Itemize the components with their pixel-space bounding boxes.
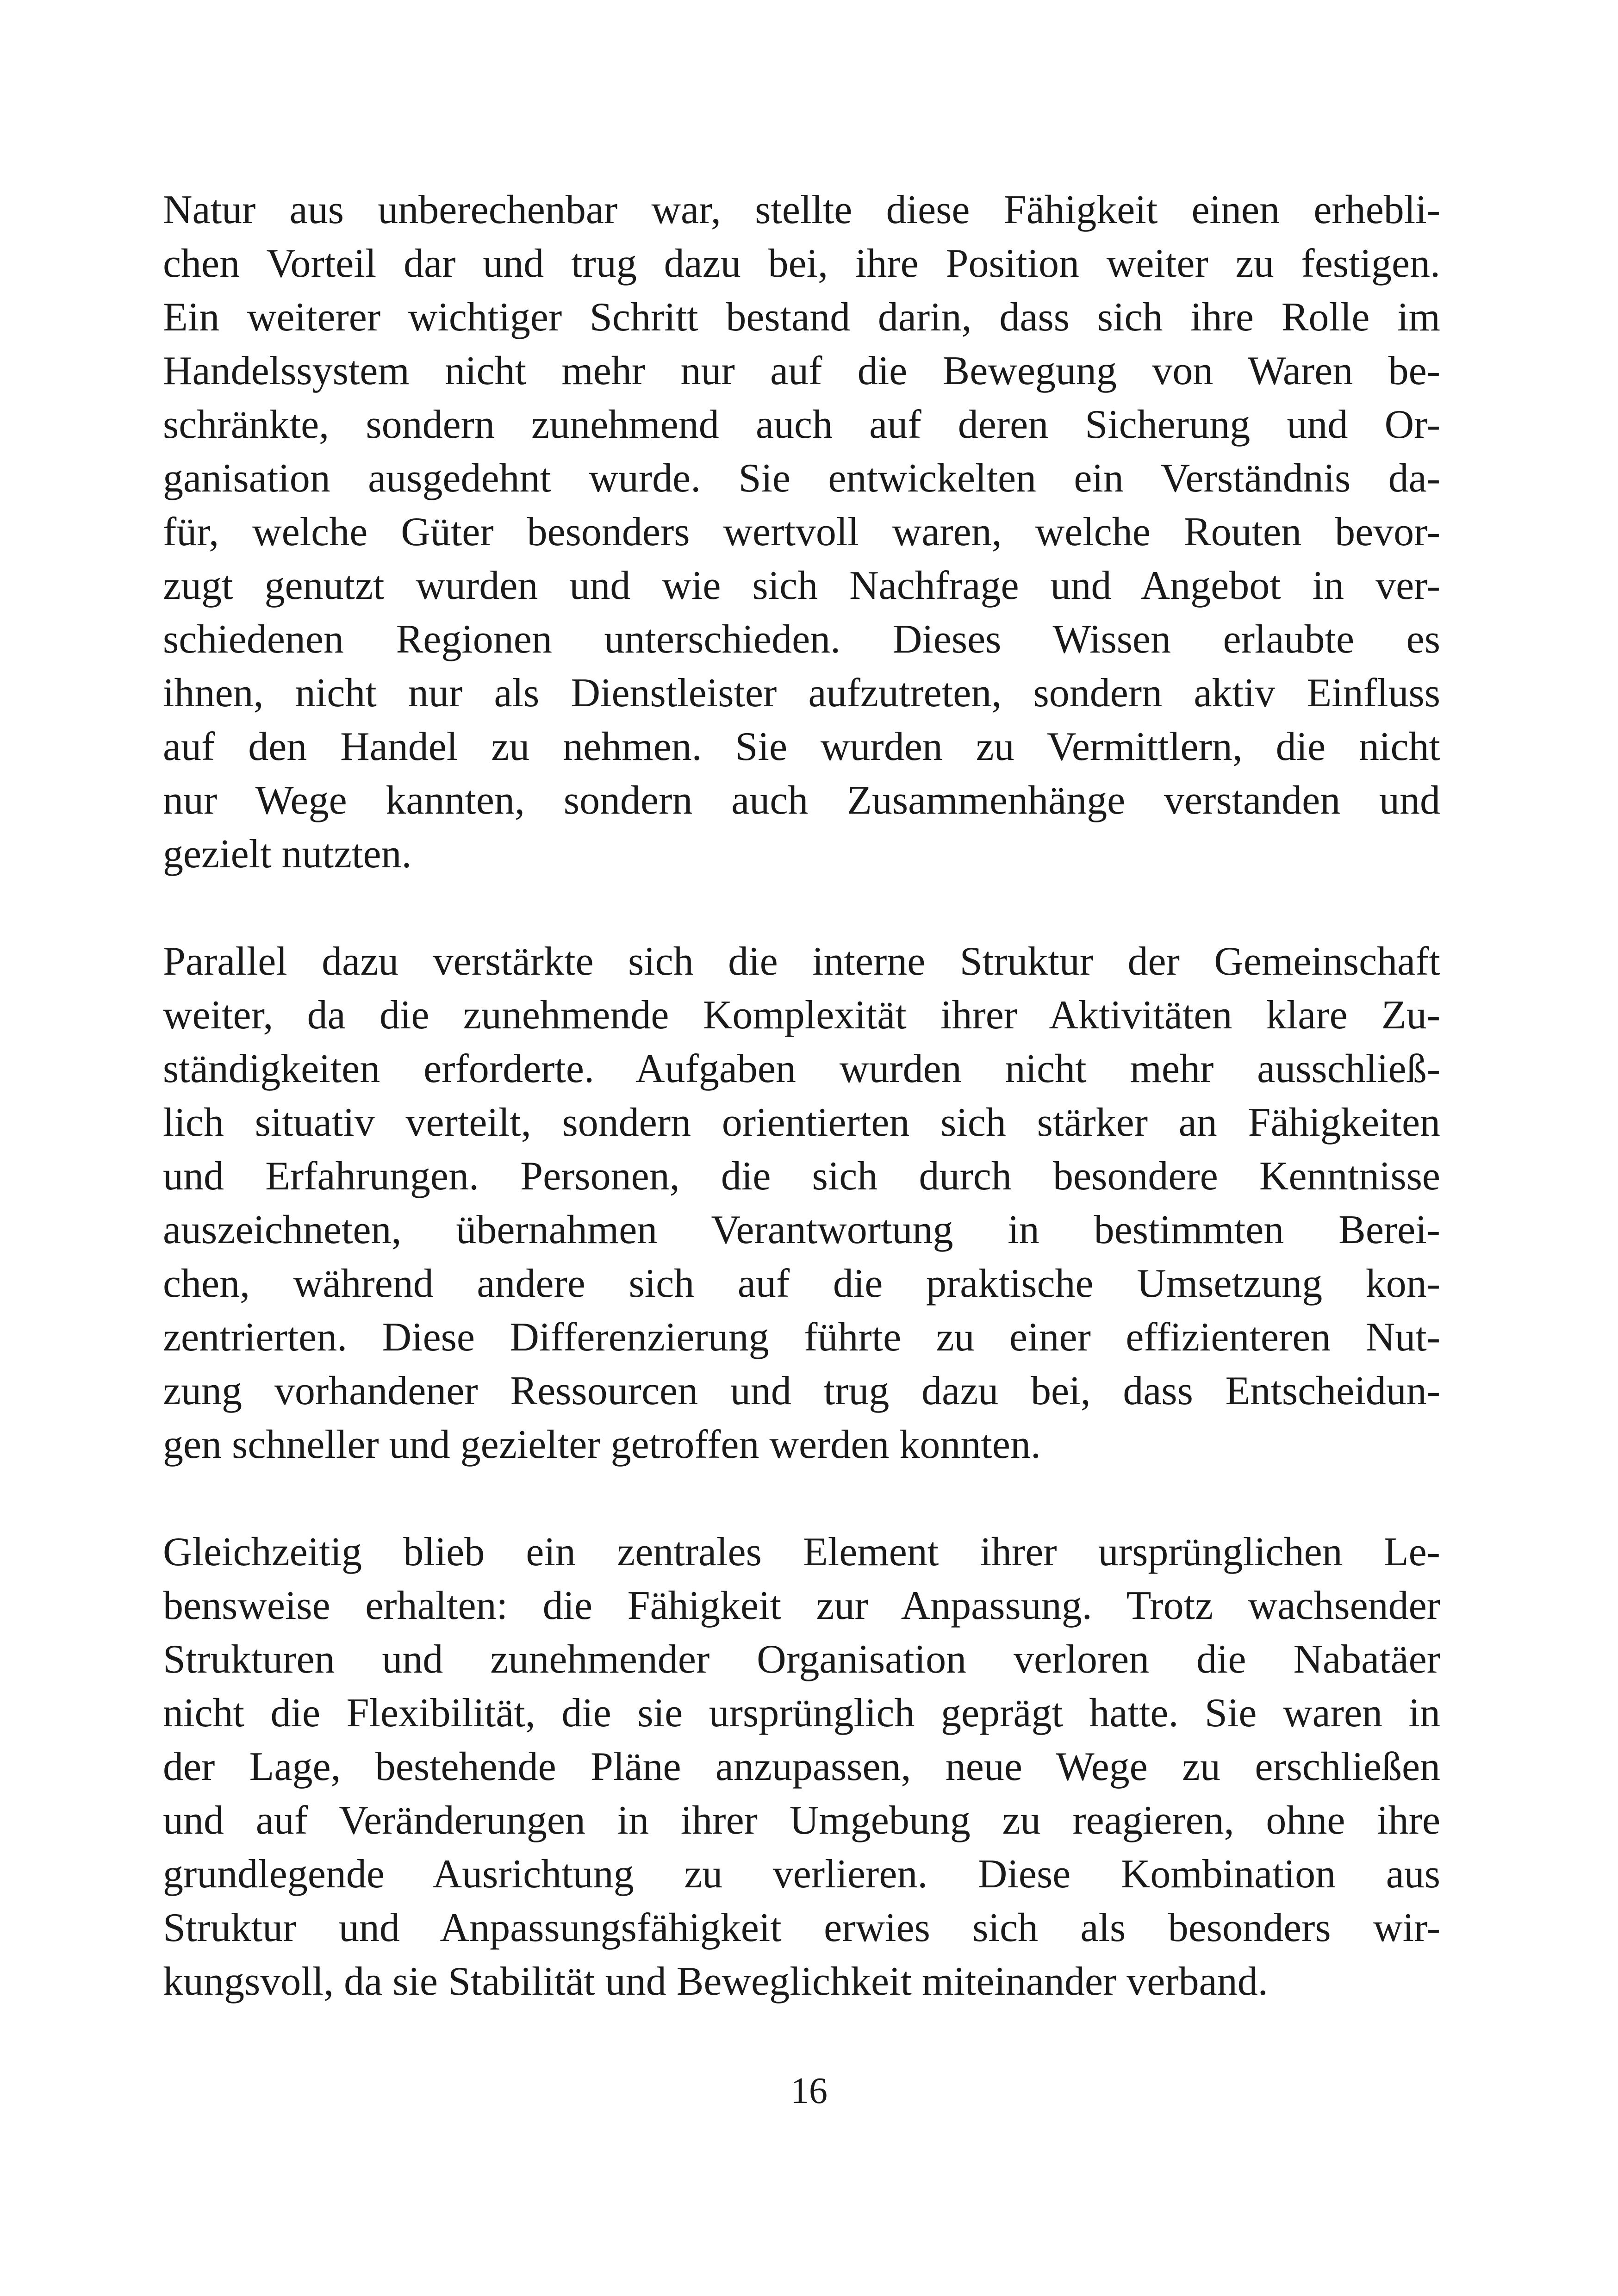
- text-line: auszeichneten, übernahmen Verantwortung in bestimmten Berei-: [163, 1207, 1440, 1252]
- text-line: gezielt nutzten.: [163, 832, 412, 877]
- text-line: ganisation ausgedehnt wurde. Sie entwickelten ein Verständnis da-: [163, 456, 1440, 501]
- text-line: ständigkeiten erforderte. Aufgaben wurden nicht mehr ausschließ-: [163, 1046, 1440, 1091]
- text-line: zung vorhandener Ressourcen und trug dazu bei, dass Entscheidun-: [163, 1369, 1440, 1413]
- text-line: Parallel dazu verstärkte sich die interne Struktur der Gemeinschaft: [163, 939, 1440, 984]
- text-line: Ein weiterer wichtiger Schritt bestand darin, dass sich ihre Rolle im: [163, 295, 1440, 340]
- text-line: Gleichzeitig blieb ein zentrales Element ihrer ursprünglichen Le-: [163, 1530, 1440, 1574]
- text-line: Handelssystem nicht mehr nur auf die Bewegung von Waren be-: [163, 348, 1440, 393]
- text-line: zugt genutzt wurden und wie sich Nachfrage und Angebot in ver-: [163, 563, 1440, 608]
- text-line: und auf Veränderungen in ihrer Umgebung zu reagieren, ohne ihre: [163, 1798, 1440, 1843]
- paragraph-1: [163, 183, 1440, 881]
- text-line: und Erfahrungen. Personen, die sich durch besondere Kenntnisse: [163, 1154, 1440, 1199]
- text-line: schiedenen Regionen unterschieden. Dieses Wissen erlaubte es: [163, 617, 1440, 662]
- text-line: gen schneller und gezielter getroffen werden konnten.: [163, 1422, 1041, 1467]
- text-line: Natur aus unberechenbar war, stellte diese Fähigkeit einen erhebli-: [163, 187, 1440, 232]
- text-line: grundlegende Ausrichtung zu verlieren. Diese Kombination aus: [163, 1852, 1440, 1897]
- text-line: der Lage, bestehende Pläne anzupassen, neue Wege zu erschließen: [163, 1744, 1440, 1789]
- page-number: 16: [790, 2071, 828, 2111]
- text-line: kungsvoll, da sie Stabilität und Beweglichkeit miteinander verband.: [163, 1959, 1268, 2004]
- text-line: bensweise erhalten: die Fähigkeit zur Anpassung. Trotz wachsender: [163, 1583, 1440, 1628]
- text-line: zentrierten. Diese Differenzierung führte zu einer effizienteren Nut-: [163, 1315, 1440, 1360]
- paragraph-3: [163, 1525, 1440, 2009]
- text-line: ihnen, nicht nur als Dienstleister aufzutreten, sondern aktiv Einfluss: [163, 671, 1440, 716]
- text-line: nicht die Flexibilität, die sie ursprünglich geprägt hatte. Sie waren in: [163, 1691, 1440, 1736]
- paragraph-2: [163, 935, 1440, 1472]
- text-line: lich situativ verteilt, sondern orientierten sich stärker an Fähigkeiten: [163, 1100, 1440, 1145]
- text-line: nur Wege kannten, sondern auch Zusammenhänge verstanden und: [163, 778, 1440, 823]
- text-line: für, welche Güter besonders wertvoll waren, welche Routen bevor-: [163, 510, 1440, 554]
- text-line: chen, während andere sich auf die praktische Umsetzung kon-: [163, 1261, 1440, 1306]
- text-line: chen Vorteil dar und trug dazu bei, ihre Position weiter zu festigen.: [163, 241, 1440, 286]
- text-line: weiter, da die zunehmende Komplexität ihrer Aktivitäten klare Zu-: [163, 993, 1440, 1038]
- text-line: auf den Handel zu nehmen. Sie wurden zu Vermittlern, die nicht: [163, 724, 1440, 769]
- text-line: schränkte, sondern zunehmend auch auf deren Sicherung und Or-: [163, 402, 1440, 447]
- text-line: Struktur und Anpassungsfähigkeit erwies sich als besonders wir-: [163, 1905, 1440, 1950]
- body-text: [163, 183, 1440, 2062]
- text-line: Strukturen und zunehmender Organisation verloren die Nabatäer: [163, 1637, 1440, 1682]
